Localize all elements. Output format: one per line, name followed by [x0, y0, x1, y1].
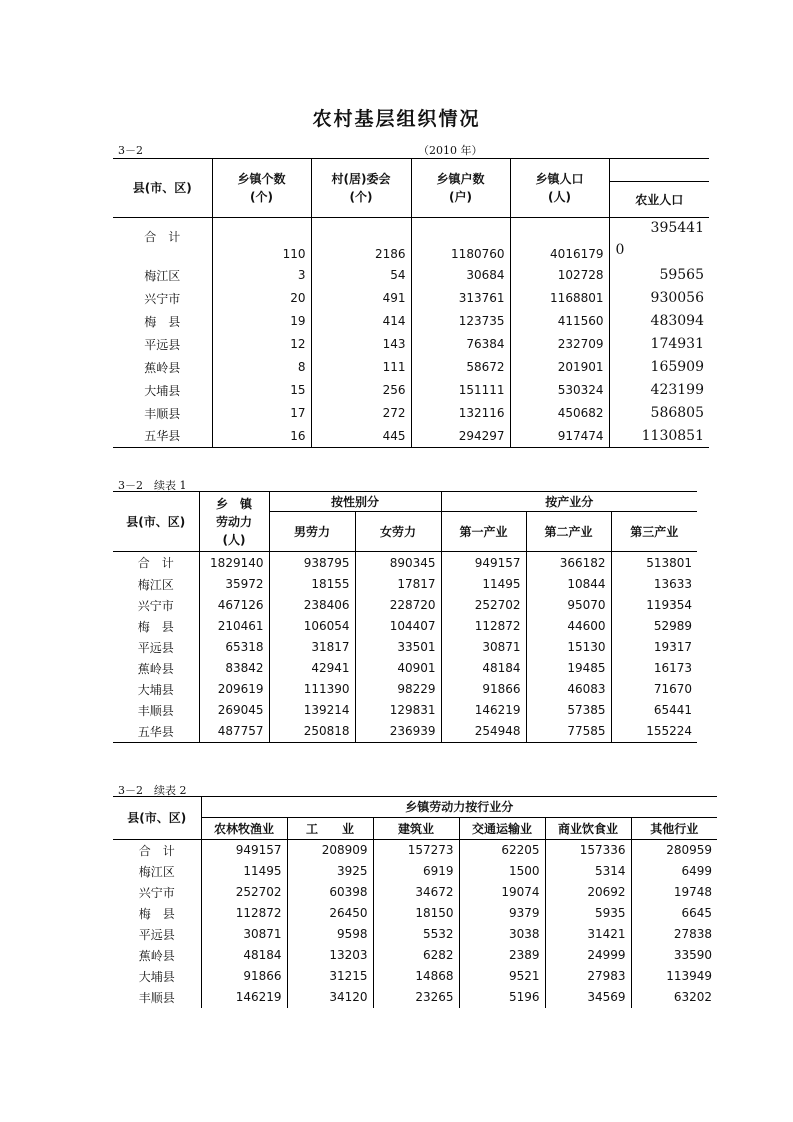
table1-header-population: 乡镇人口 (人): [510, 159, 609, 218]
table3-header-commerce: 商业饮食业: [545, 818, 631, 840]
table2-section-label: 3－2 续表 1: [118, 479, 187, 492]
table-row: 兴宁市 20 491 313761 1168801 930056: [113, 287, 709, 310]
table-row: 大埔县 91866 31215 14868 9521 27983 113949: [113, 966, 717, 987]
table2-header-by-industry: 按产业分: [441, 492, 697, 512]
table-row: 丰顺县 269045 139214 129831 146219 57385 65441: [113, 700, 697, 721]
table2-header-labor: 乡 镇 劳动力 (人): [199, 492, 269, 552]
table2-header-by-gender: 按性别分: [269, 492, 441, 512]
table-row: 平远县 65318 31817 33501 30871 15130 19317: [113, 637, 697, 658]
table3-section-label: 3－2 续表 2: [118, 784, 187, 797]
table-row: 合 计 110 2186 1180760 4016179 395441 0: [113, 218, 709, 264]
table-row: 梅江区 35972 18155 17817 11495 10844 13633: [113, 574, 697, 595]
table3-header-agri: 农林牧渔业: [201, 818, 287, 840]
table-row: 梅 县 19 414 123735 411560 483094: [113, 310, 709, 333]
table-row: 梅 县 210461 106054 104407 112872 44600 52989: [113, 616, 697, 637]
table-row: 兴宁市 467126 238406 228720 252702 95070 119354: [113, 595, 697, 616]
table2: [113, 491, 697, 743]
table-row: 大埔县 15 256 151111 530324 423199: [113, 379, 709, 402]
table-row: 五华县 487757 250818 236939 254948 77585 155224: [113, 721, 697, 743]
table1-header-households: 乡镇户数 (户): [411, 159, 510, 218]
table-row: 蕉岭县 83842 42941 40901 48184 19485 16173: [113, 658, 697, 679]
table1-header-towns: 乡镇个数 (个): [212, 159, 311, 218]
table-row: 合 计 949157 208909 157273 62205 157336 280959: [113, 840, 717, 861]
table1-header-agri-population: 农业人口: [609, 182, 709, 218]
table3-header-other: 其他行业: [631, 818, 717, 840]
table1-year-label: （2010 年）: [418, 144, 483, 157]
table1-header-county: 县(市、区): [113, 159, 212, 218]
table-row: 蕉岭县 8 111 58672 201901 165909: [113, 356, 709, 379]
table2-header-male: 男劳力: [269, 512, 355, 552]
table-row: 梅江区 3 54 30684 102728 59565: [113, 264, 709, 287]
table-row: 平远县 12 143 76384 232709 174931: [113, 333, 709, 356]
table3-header-construction: 建筑业: [373, 818, 459, 840]
table2-header-female: 女劳力: [355, 512, 441, 552]
table2-header-primary: 第一产业: [441, 512, 526, 552]
table2-header-tertiary: 第三产业: [611, 512, 697, 552]
page-title: 农村基层组织情况: [312, 108, 481, 130]
table2-header-county: 县(市、区): [113, 492, 199, 552]
table2-header-secondary: 第二产业: [526, 512, 611, 552]
table-row: 丰顺县 17 272 132116 450682 586805: [113, 402, 709, 425]
table-row: 兴宁市 252702 60398 34672 19074 20692 19748: [113, 882, 717, 903]
table3: [113, 796, 717, 1008]
table1-county-name: 合 计: [144, 230, 181, 244]
table3-header-transport: 交通运输业: [459, 818, 545, 840]
table-row: 梅 县 112872 26450 18150 9379 5935 6645: [113, 903, 717, 924]
table-row: 丰顺县 146219 34120 23265 5196 34569 63202: [113, 987, 717, 1008]
table-row: 合 计 1829140 938795 890345 949157 366182 513801: [113, 552, 697, 574]
table1-header-committees: 村(居)委会 (个): [311, 159, 411, 218]
table3-header-industry: 工 业: [287, 818, 373, 840]
table1-header-blank: [609, 159, 709, 182]
table1-agri-total: 395441 0: [609, 218, 709, 264]
table1: [113, 158, 709, 448]
table3-header-county: 县(市、区): [113, 797, 201, 840]
table-row: 平远县 30871 9598 5532 3038 31421 27838: [113, 924, 717, 945]
table-row: 蕉岭县 48184 13203 6282 2389 24999 33590: [113, 945, 717, 966]
table-row: 梅江区 11495 3925 6919 1500 5314 6499: [113, 861, 717, 882]
table-row: 五华县 16 445 294297 917474 1130851: [113, 425, 709, 448]
table1-section-label: 3－2: [118, 144, 143, 157]
table-row: 大埔县 209619 111390 98229 91866 46083 71670: [113, 679, 697, 700]
table3-header-group: 乡镇劳动力按行业分: [201, 797, 717, 818]
